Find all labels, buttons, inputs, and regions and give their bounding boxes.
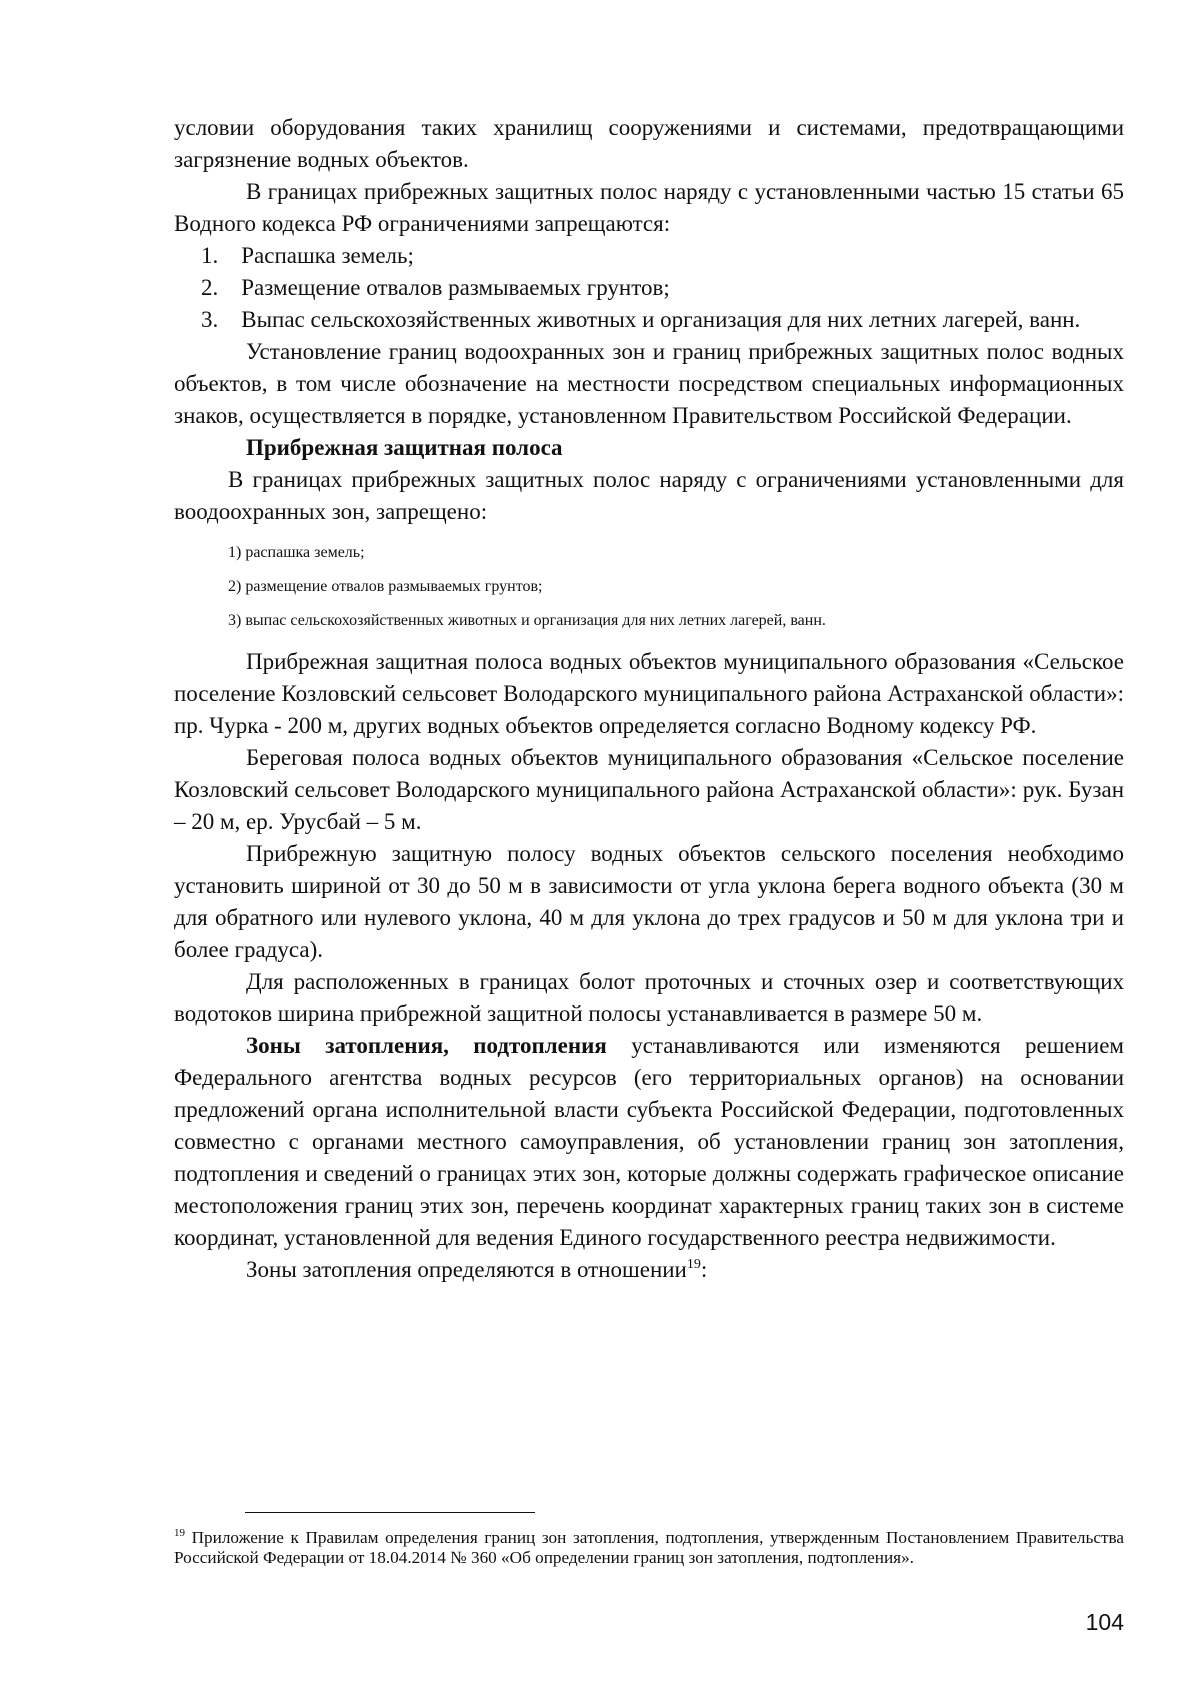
list-item: 1) распашка земель;	[228, 544, 365, 561]
footnote-marker: 19	[174, 1527, 185, 1539]
paragraph-strip-slope: Прибрежную защитную полосу водных объектов сельского поселения необходимо установить шириной от 30 до 50 м в зависимости от угла уклона берега водного объекта (30 м для обратного или нулевого уклона, 40 м для уклона до трех градусов и 50 м для уклона три и более градуса).	[174, 841, 1124, 962]
document-page	[174, 112, 1124, 1286]
paragraph-text: Зоны затопления определяются в отношении	[246, 1257, 687, 1282]
bold-term: Зоны затопления, подтопления	[246, 1033, 607, 1058]
footnote-separator	[245, 1512, 535, 1513]
paragraph-flood-zones-definition	[174, 1254, 1124, 1286]
list-item: 2. Размещение отвалов размываемых грунтов;	[201, 275, 670, 300]
paragraph-coastal-strip-width: Прибрежная защитная полоса водных объектов муниципального образования «Сельское поселение Козловский сельсовет Володарского муниципального района Астраханской области»: пр. Чурка - 200 м, других водных объектов определяется согласно Водному кодексу РФ.	[174, 649, 1124, 738]
list-item: 2) размещение отвалов размываемых грунтов;	[228, 578, 543, 595]
footnote-text: Приложение к Правилам определения границ зон затопления, подтопления, утвержденным Постановлением Правительства Российской Федерации от 18.04.2014 № 360 «Об определении границ зон затопления, подтопления».	[174, 1528, 1124, 1567]
paragraph-restrictions-intro: В границах прибрежных защитных полос наряду с установленными частью 15 статьи 65 Водного кодекса РФ ограничениями запрещаются:	[174, 179, 1124, 236]
paragraph-continuation: условии оборудования таких хранилищ сооружениями и системами, предотвращающими загрязнение водных объектов.	[174, 115, 1124, 172]
paragraph-text: устанавливаются или изменяются решением Федерального агентства водных ресурсов (его территориальных органов) на основании предложений органа исполнительной власти субъекта Российской Федерации, подготовленных совместно с органами местного самоуправления, об установлении границ зон затопления, подтопления и сведений о границах этих зон, которые должны содержать графическое описание местоположения границ этих зон, перечень координат характерных границ таких зон в системе координат, установленной для ведения Единого государственного реестра недвижимости.	[174, 1033, 1124, 1250]
paragraph-flood-zones	[174, 1030, 1124, 1254]
list-item: 3. Выпас сельскохозяйственных животных и организация для них летних лагерей, ванн.	[201, 307, 1081, 332]
paragraph-coastal-strip-intro: В границах прибрежных защитных полос наряду с ограничениями установленными для воодоохранных зон, запрещено:	[174, 467, 1124, 524]
paragraph-shore-strip: Береговая полоса водных объектов муниципального образования «Сельское поселение Козловский сельсовет Володарского муниципального района Астраханской области»: рук. Бузан – 20 м, ер. Урусбай – 5 м.	[174, 745, 1124, 834]
page-number: 104	[1085, 1609, 1124, 1635]
paragraph-boundaries: Установление границ водоохранных зон и границ прибрежных защитных полос водных объектов, в том числе обозначение на местности посредством специальных информационных знаков, осуществляется в порядке, установленном Правительством Российской Федерации.	[174, 339, 1124, 428]
footnote-reference[interactable]: 19	[686, 1257, 701, 1272]
paragraph-text: :	[700, 1257, 708, 1282]
paragraph-swamps: Для расположенных в границах болот проточных и сточных озер и соответствующих водотоков ширина прибрежной защитной полосы устанавливается в размере 50 м.	[174, 969, 1124, 1026]
section-heading: Прибрежная защитная полоса	[246, 435, 563, 460]
footnote	[174, 1528, 1124, 1568]
list-item: 3) выпас сельскохозяйственных животных и организация для них летних лагерей, ванн.	[228, 612, 826, 629]
list-item: 1. Распашка земель;	[201, 243, 414, 268]
